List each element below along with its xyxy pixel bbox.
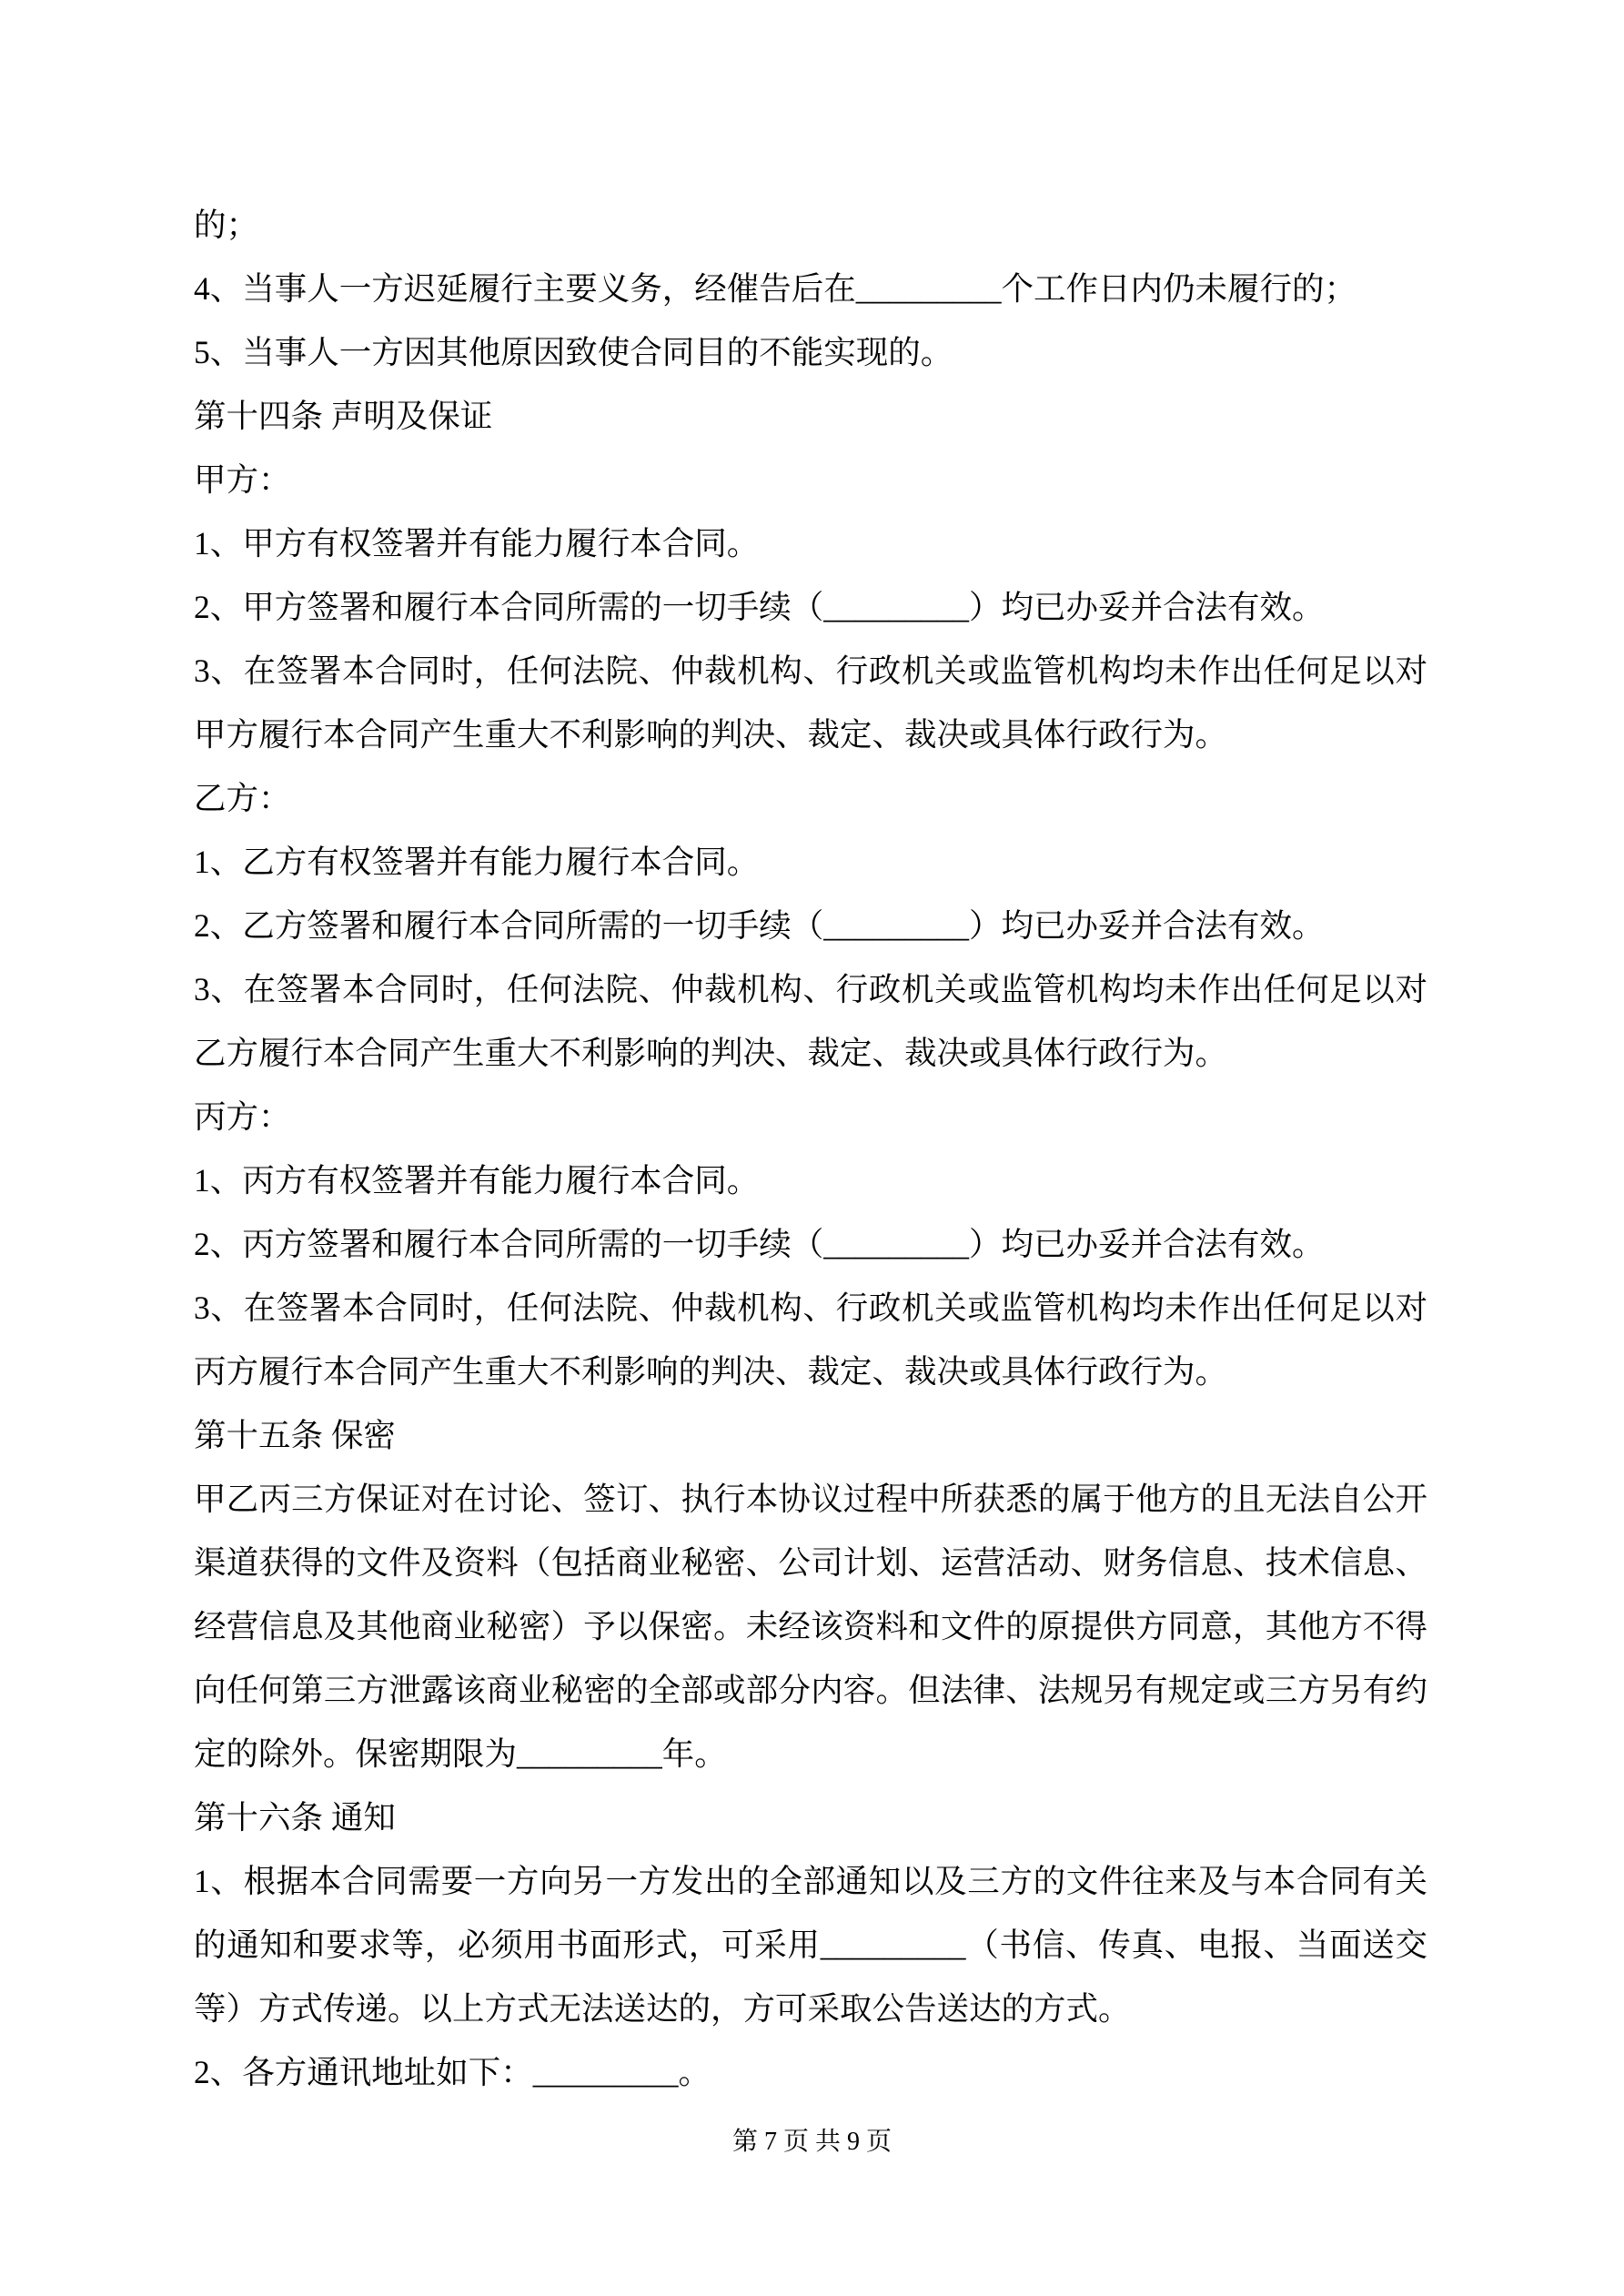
paragraph: 3、在签署本合同时，任何法院、仲裁机构、行政机关或监管机构均未作出任何足以对丙方履行本合同产生重大不利影响的判决、裁定、裁决或具体行政行为。: [194, 1290, 1427, 1390]
paragraph: 1、乙方有权签署并有能力履行本合同。: [194, 844, 760, 880]
paragraph: 2、甲方签署和履行本合同所需的一切手续（_________）均已办妥并合法有效。: [194, 589, 1325, 625]
paragraph: 的；: [194, 207, 259, 243]
paragraph: 1、丙方有权签署并有能力履行本合同。: [194, 1162, 760, 1199]
page-footer: [0, 2123, 1624, 2161]
article-heading: 第十五条 保密: [194, 1417, 396, 1453]
paragraph: 甲方：: [194, 461, 291, 498]
article-heading: 第十四条 声明及保证: [194, 398, 493, 434]
paragraph: 丙方：: [194, 1098, 291, 1135]
paragraph: 4、当事人一方迟延履行主要义务，经催告后在_________个工作日内仍未履行的；: [194, 270, 1357, 307]
paragraph: 1、根据本合同需要一方向另一方发出的全部通知以及三方的文件往来及与本合同有关的通知和要求等，必须用书面形式，可采用_________（书信、传真、电报、当面送交等）方式传递。以上方式无法送达的，方可采取公告送达的方式。: [194, 1863, 1427, 2027]
paragraph: 5、当事人一方因其他原因致使合同目的不能实现的。: [194, 334, 953, 370]
paragraph: 乙方：: [194, 780, 291, 816]
page-number: 第 7 页 共 9 页: [731, 2128, 892, 2156]
paragraph: 3、在签署本合同时，任何法院、仲裁机构、行政机关或监管机构均未作出任何足以对乙方履行本合同产生重大不利影响的判决、裁定、裁决或具体行政行为。: [194, 971, 1427, 1071]
article-heading: 第十六条 通知: [194, 1799, 396, 1836]
paragraph: 3、在签署本合同时，任何法院、仲裁机构、行政机关或监管机构均未作出任何足以对甲方履行本合同产生重大不利影响的判决、裁定、裁决或具体行政行为。: [194, 652, 1427, 753]
contract-body: [194, 193, 1427, 2104]
paragraph: 甲乙丙三方保证对在讨论、签订、执行本协议过程中所获悉的属于他方的且无法自公开渠道获得的文件及资料（包括商业秘密、公司计划、运营活动、财务信息、技术信息、经营信息及其他商业秘密）予以保密。未经该资料和文件的原提供方同意，其他方不得向任何第三方泄露该商业秘密的全部或部分内容。但法律、法规另有规定或三方另有约定的除外。保密期限为_________年。: [194, 1481, 1427, 1772]
paragraph: 2、丙方签署和履行本合同所需的一切手续（_________）均已办妥并合法有效。: [194, 1226, 1325, 1262]
paragraph: 2、各方通讯地址如下：_________。: [194, 2054, 711, 2090]
paragraph: 2、乙方签署和履行本合同所需的一切手续（_________）均已办妥并合法有效。: [194, 907, 1325, 944]
paragraph: 1、甲方有权签署并有能力履行本合同。: [194, 525, 760, 561]
